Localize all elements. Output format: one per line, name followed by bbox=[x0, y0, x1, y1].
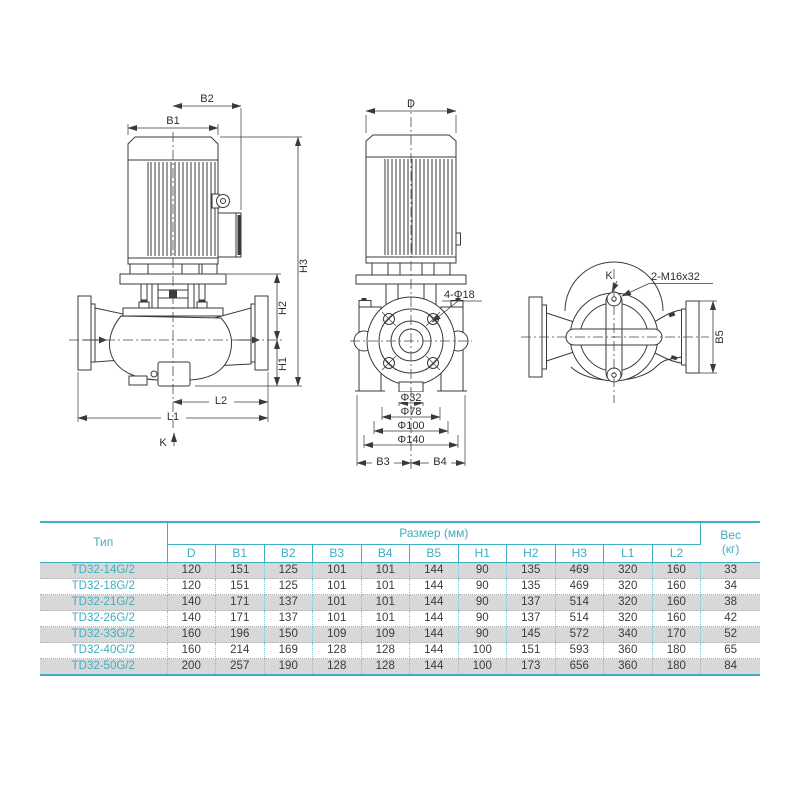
front-view-drawing bbox=[330, 85, 525, 475]
weight-value-cell: 33 bbox=[701, 563, 761, 579]
dimension-value-cell: 320 bbox=[604, 595, 653, 611]
table-row bbox=[40, 627, 760, 643]
weight-header-line2: (кг) bbox=[721, 541, 740, 556]
dimension-value-cell: 140 bbox=[167, 611, 216, 627]
dimension-value-cell: 101 bbox=[313, 563, 362, 579]
pump-type-cell: TD32-40G/2 bbox=[40, 643, 167, 659]
dimension-value-cell: 90 bbox=[458, 563, 507, 579]
dimension-table bbox=[40, 521, 760, 676]
dimension-value-cell: 171 bbox=[216, 611, 265, 627]
weight-value-cell: 52 bbox=[701, 627, 761, 643]
dimension-value-cell: 100 bbox=[458, 659, 507, 676]
pump-type-cell: TD32-50G/2 bbox=[40, 659, 167, 676]
pump-type-cell: TD32-14G/2 bbox=[40, 563, 167, 579]
weight-header-line1: Вес bbox=[720, 527, 741, 542]
dimension-value-cell: 360 bbox=[604, 643, 653, 659]
weight-value-cell: 42 bbox=[701, 611, 761, 627]
dimension-value-cell: 90 bbox=[458, 627, 507, 643]
bolt-spec-label: 2-M16x32 bbox=[651, 271, 700, 283]
direction-k-top-label: K bbox=[605, 270, 613, 282]
dim-b2-label: B2 bbox=[200, 93, 214, 105]
weight-value-cell: 65 bbox=[701, 643, 761, 659]
dimension-value-cell: 572 bbox=[555, 627, 604, 643]
dimension-value-cell: 101 bbox=[361, 579, 410, 595]
dim-phi32-label: Φ32 bbox=[400, 392, 422, 404]
dimension-value-cell: 151 bbox=[507, 643, 556, 659]
direction-k-label: K bbox=[159, 437, 167, 449]
dim-phi100-label: Φ100 bbox=[397, 420, 425, 432]
dimension-value-cell: 101 bbox=[313, 611, 362, 627]
col-header-h2: H2 bbox=[507, 545, 556, 563]
dimension-value-cell: 151 bbox=[216, 579, 265, 595]
dimension-value-cell: 144 bbox=[410, 659, 459, 676]
dimension-value-cell: 160 bbox=[652, 563, 701, 579]
dimension-value-cell: 151 bbox=[216, 563, 265, 579]
dimension-value-cell: 128 bbox=[361, 643, 410, 659]
dimension-value-cell: 180 bbox=[652, 659, 701, 676]
pump-type-cell: TD32-21G/2 bbox=[40, 595, 167, 611]
dimension-value-cell: 101 bbox=[361, 595, 410, 611]
dimension-value-cell: 171 bbox=[216, 595, 265, 611]
pump-type-cell: TD32-26G/2 bbox=[40, 611, 167, 627]
table-row bbox=[40, 579, 760, 595]
dimension-value-cell: 128 bbox=[313, 659, 362, 676]
dimension-value-cell: 101 bbox=[361, 611, 410, 627]
dimension-value-cell: 656 bbox=[555, 659, 604, 676]
dimension-value-cell: 469 bbox=[555, 579, 604, 595]
dim-h3-label: H3 bbox=[298, 258, 310, 274]
col-header-b4: B4 bbox=[361, 545, 410, 563]
side-view-drawing bbox=[55, 82, 313, 454]
col-header-d: D bbox=[167, 545, 216, 563]
dim-b4-label: B4 bbox=[433, 456, 447, 468]
dimension-value-cell: 514 bbox=[555, 611, 604, 627]
table-row bbox=[40, 595, 760, 611]
weight-value-cell: 38 bbox=[701, 595, 761, 611]
col-header-b2: B2 bbox=[264, 545, 313, 563]
dim-l1-label: L1 bbox=[166, 411, 180, 423]
dim-l2-label: L2 bbox=[214, 395, 228, 407]
dimension-value-cell: 360 bbox=[604, 659, 653, 676]
dimension-value-cell: 145 bbox=[507, 627, 556, 643]
dimension-value-cell: 101 bbox=[313, 579, 362, 595]
dimension-value-cell: 109 bbox=[361, 627, 410, 643]
size-group-header: Размер (мм) bbox=[167, 522, 701, 545]
dimension-value-cell: 109 bbox=[313, 627, 362, 643]
dimension-value-cell: 101 bbox=[313, 595, 362, 611]
dim-b3-label: B3 bbox=[376, 456, 390, 468]
pump-type-cell: TD32-33G/2 bbox=[40, 627, 167, 643]
dimension-value-cell: 340 bbox=[604, 627, 653, 643]
dim-h2-label: H2 bbox=[277, 300, 289, 316]
flange-holes-label: 4-Φ18 bbox=[444, 289, 475, 301]
dimension-value-cell: 170 bbox=[652, 627, 701, 643]
type-column-header: Тип bbox=[40, 522, 167, 563]
pump-type-cell: TD32-18G/2 bbox=[40, 579, 167, 595]
dimension-value-cell: 200 bbox=[167, 659, 216, 676]
dimension-value-cell: 140 bbox=[167, 595, 216, 611]
table-row bbox=[40, 611, 760, 627]
dimension-value-cell: 173 bbox=[507, 659, 556, 676]
dimension-value-cell: 144 bbox=[410, 627, 459, 643]
dim-b5-label: B5 bbox=[714, 330, 726, 344]
col-header-b1: B1 bbox=[216, 545, 265, 563]
dimension-value-cell: 101 bbox=[361, 563, 410, 579]
dim-phi78-label: Φ78 bbox=[400, 406, 422, 418]
dim-d-label: D bbox=[407, 98, 415, 110]
dimension-value-cell: 320 bbox=[604, 563, 653, 579]
col-header-l1: L1 bbox=[604, 545, 653, 563]
dimension-value-cell: 320 bbox=[604, 579, 653, 595]
dimension-value-cell: 144 bbox=[410, 579, 459, 595]
dimension-value-cell: 514 bbox=[555, 595, 604, 611]
dimension-value-cell: 144 bbox=[410, 643, 459, 659]
dimension-value-cell: 160 bbox=[652, 595, 701, 611]
table-row bbox=[40, 643, 760, 659]
dimension-value-cell: 135 bbox=[507, 579, 556, 595]
col-header-l2: L2 bbox=[652, 545, 701, 563]
dimension-value-cell: 257 bbox=[216, 659, 265, 676]
dimension-table-body bbox=[40, 563, 760, 676]
dimension-value-cell: 144 bbox=[410, 595, 459, 611]
dim-phi140-label: Φ140 bbox=[397, 434, 425, 446]
dimension-value-cell: 469 bbox=[555, 563, 604, 579]
dimension-value-cell: 593 bbox=[555, 643, 604, 659]
dimension-value-cell: 128 bbox=[313, 643, 362, 659]
dimension-value-cell: 160 bbox=[652, 579, 701, 595]
dimension-value-cell: 100 bbox=[458, 643, 507, 659]
dimension-value-cell: 137 bbox=[507, 611, 556, 627]
dimension-value-cell: 150 bbox=[264, 627, 313, 643]
col-header-b5: B5 bbox=[410, 545, 459, 563]
dimension-value-cell: 125 bbox=[264, 563, 313, 579]
weight-value-cell: 34 bbox=[701, 579, 761, 595]
weight-value-cell: 84 bbox=[701, 659, 761, 676]
weight-column-header bbox=[701, 522, 761, 563]
dimension-value-cell: 137 bbox=[264, 611, 313, 627]
table-row bbox=[40, 563, 760, 579]
dim-h1-label: H1 bbox=[277, 356, 289, 372]
dimension-value-cell: 135 bbox=[507, 563, 556, 579]
dimension-value-cell: 180 bbox=[652, 643, 701, 659]
dimension-value-cell: 320 bbox=[604, 611, 653, 627]
dimension-value-cell: 120 bbox=[167, 563, 216, 579]
dimension-value-cell: 125 bbox=[264, 579, 313, 595]
dimension-value-cell: 160 bbox=[652, 611, 701, 627]
dimension-value-cell: 144 bbox=[410, 611, 459, 627]
dimension-value-cell: 137 bbox=[264, 595, 313, 611]
col-header-b3: B3 bbox=[313, 545, 362, 563]
col-header-h3: H3 bbox=[555, 545, 604, 563]
dim-b1-label: B1 bbox=[166, 115, 180, 127]
col-header-h1: H1 bbox=[458, 545, 507, 563]
dimension-value-cell: 90 bbox=[458, 579, 507, 595]
top-view-drawing bbox=[513, 253, 763, 438]
dimension-value-cell: 144 bbox=[410, 563, 459, 579]
dimension-value-cell: 160 bbox=[167, 643, 216, 659]
dimension-value-cell: 128 bbox=[361, 659, 410, 676]
dimension-value-cell: 196 bbox=[216, 627, 265, 643]
table-row bbox=[40, 659, 760, 676]
dimension-value-cell: 90 bbox=[458, 611, 507, 627]
dimension-value-cell: 137 bbox=[507, 595, 556, 611]
dimension-value-cell: 160 bbox=[167, 627, 216, 643]
dimension-value-cell: 90 bbox=[458, 595, 507, 611]
dimension-value-cell: 120 bbox=[167, 579, 216, 595]
dimension-value-cell: 169 bbox=[264, 643, 313, 659]
dimension-value-cell: 190 bbox=[264, 659, 313, 676]
dimension-value-cell: 214 bbox=[216, 643, 265, 659]
